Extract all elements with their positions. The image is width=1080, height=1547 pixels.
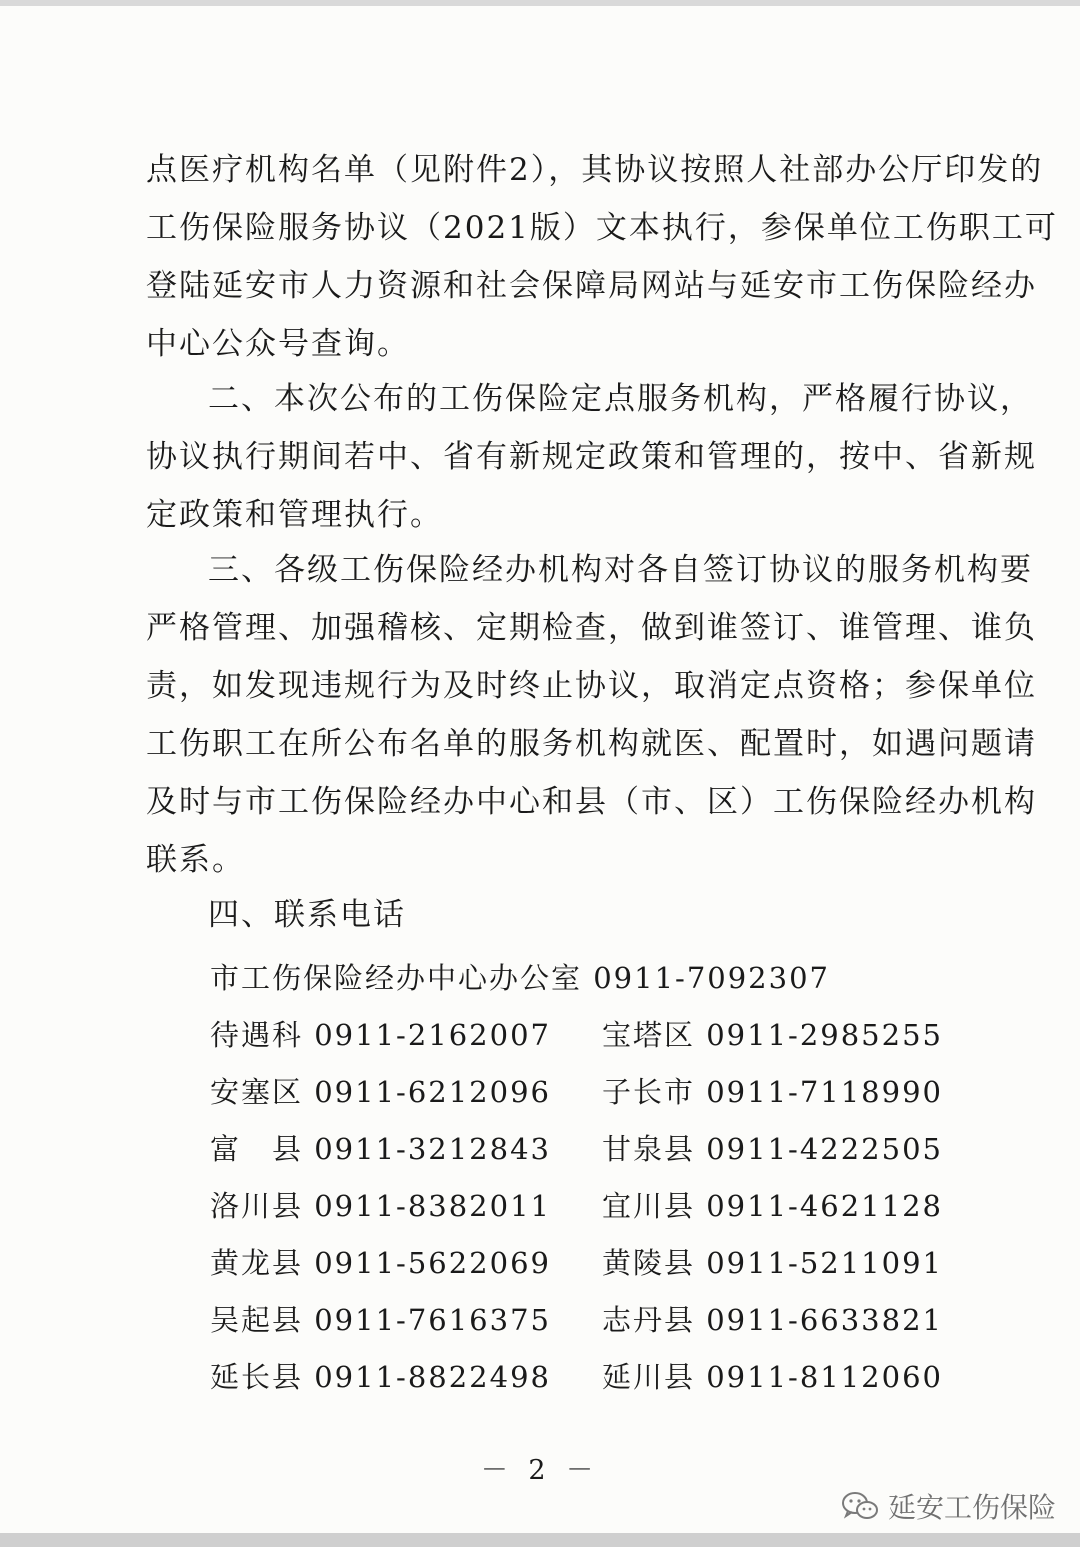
contact-entry-right: 黄陵县 0911-5211091 xyxy=(602,1246,943,1280)
contact-entry-left: 洛川县 0911-8382011 xyxy=(210,1189,551,1223)
text-line: 及时与市工伤保险经办中心和县（市、区）工伤保险经办机构 xyxy=(146,784,1037,820)
text-line: 登陆延安市人力资源和社会保障局网站与延安市工伤保险经办 xyxy=(146,268,1037,304)
text-line: 责，如发现违规行为及时终止协议，取消定点资格；参保单位 xyxy=(146,668,1037,704)
watermark-text: 延安工伤保险 xyxy=(888,1491,1057,1524)
text-line: 三、各级工伤保险经办机构对各自签订协议的服务机构要 xyxy=(208,552,1033,588)
bottom-edge xyxy=(0,1533,1080,1547)
text-line: 二、本次公布的工伤保险定点服务机构，严格履行协议， xyxy=(208,381,1033,417)
text-line: 定政策和管理执行。 xyxy=(146,497,443,533)
text-line: 严格管理、加强稽核、定期检查，做到谁签订、谁管理、谁负 xyxy=(146,610,1037,646)
text-line: 工伤保险服务协议（2021版）文本执行，参保单位工伤职工可 xyxy=(146,210,1058,246)
contact-entry-right: 子长市 0911-7118990 xyxy=(602,1075,943,1109)
contact-entry-right: 延川县 0911-8112060 xyxy=(602,1360,943,1394)
text-line: 点医疗机构名单（见附件2），其协议按照人社部办公厅印发的 xyxy=(146,152,1044,188)
watermark xyxy=(840,1486,1056,1526)
contact-entry-left: 吴起县 0911-7616375 xyxy=(210,1303,551,1337)
contact-entry-left: 延长县 0911-8822498 xyxy=(210,1360,551,1394)
paragraph xyxy=(146,541,1037,889)
contact-entry-right: 宝塔区 0911-2985255 xyxy=(602,1018,943,1052)
contact-entry-right: 志丹县 0911-6633821 xyxy=(602,1303,943,1337)
contact-entry-left: 富 县 0911-3212843 xyxy=(210,1132,551,1166)
text-line: 四、联系电话 xyxy=(208,897,406,933)
wechat-icon xyxy=(840,1490,880,1522)
document-page xyxy=(0,6,1080,1533)
text-line: 中心公众号查询。 xyxy=(146,326,410,362)
contact-entry-left: 待遇科 0911-2162007 xyxy=(210,1018,551,1052)
contact-entry-left: 黄龙县 0911-5622069 xyxy=(210,1246,551,1280)
paragraph xyxy=(146,886,946,944)
paragraph xyxy=(146,141,1058,373)
text-line: 联系。 xyxy=(146,842,245,878)
office-phone-line: 市工伤保险经办中心办公室 0911-7092307 xyxy=(210,961,830,995)
text-line: 协议执行期间若中、省有新规定政策和管理的，按中、省新规 xyxy=(146,439,1037,475)
contact-entry-right: 甘泉县 0911-4222505 xyxy=(602,1132,943,1166)
paragraph xyxy=(146,370,1037,544)
contact-entry-left: 安塞区 0911-6212096 xyxy=(210,1075,551,1109)
text-line: 工伤职工在所公布名单的服务机构就医、配置时，如遇问题请 xyxy=(146,726,1037,762)
page-number: － 2 － xyxy=(480,1455,600,1486)
contact-entry-right: 宜川县 0911-4621128 xyxy=(602,1189,943,1223)
